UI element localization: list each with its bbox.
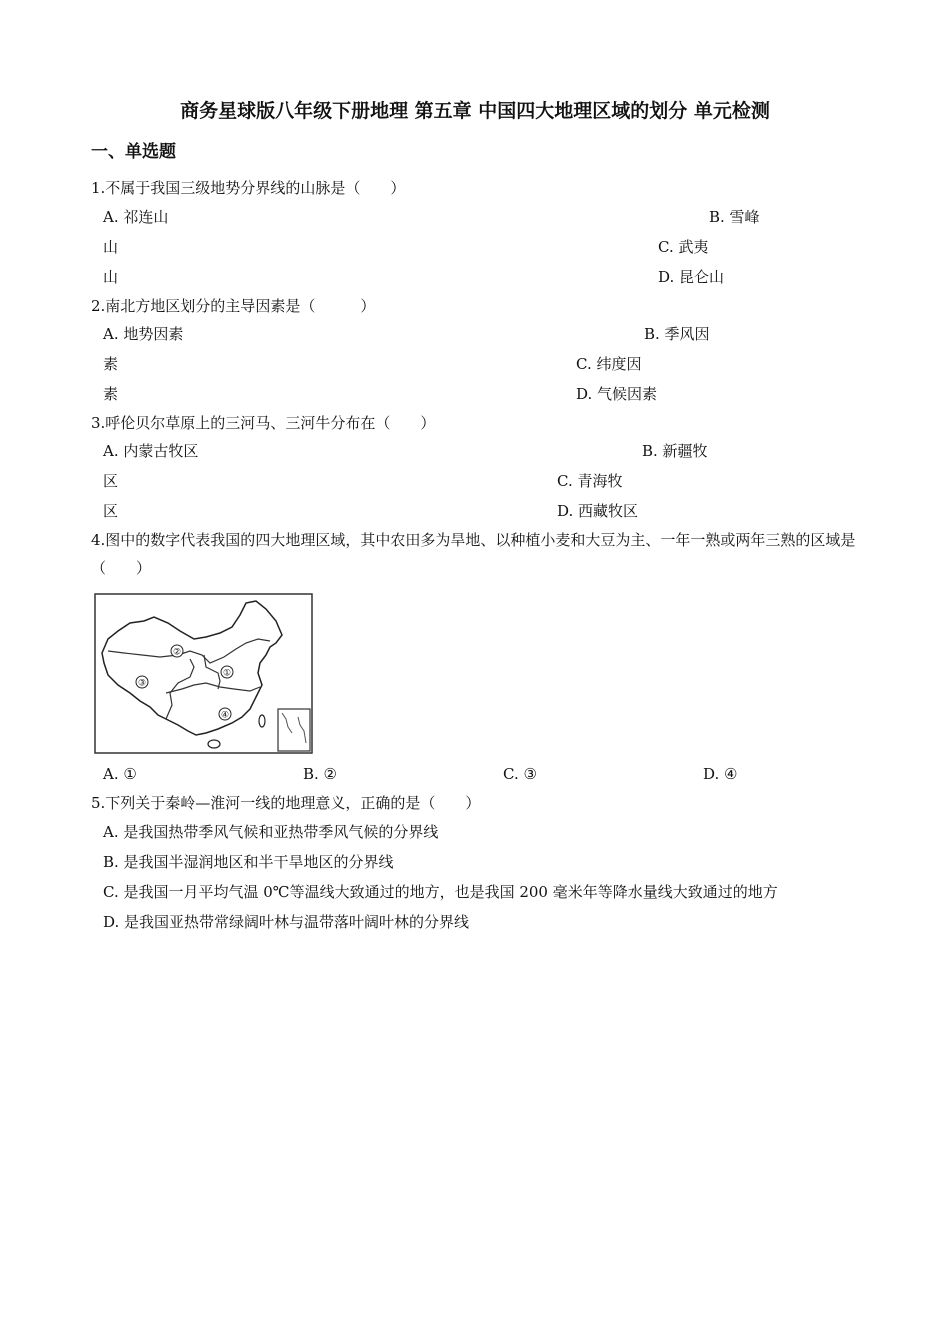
q5-option-c[interactable]: C. 是我国一月平均气温 0℃等温线大致通过的地方，也是我国 200 毫米年等降水量线大致通过的地方	[103, 883, 778, 901]
q3-option-c[interactable]: C. 青海牧	[557, 472, 623, 490]
q2-option-b[interactable]: B. 季风因	[644, 325, 710, 343]
q4-option-d[interactable]: D. ④	[703, 765, 738, 783]
q4-option-b[interactable]: B. ②	[303, 765, 338, 783]
q2-option-b-wrap: 素	[103, 385, 119, 403]
south-china-sea-inset	[278, 709, 310, 751]
q1-option-c[interactable]: C. 武夷	[658, 238, 709, 256]
q2-option-c[interactable]: C. 纬度因	[576, 355, 642, 373]
question-3-stem: 3.呼伦贝尔草原上的三河马、三河牛分布在（ ）	[91, 414, 436, 432]
q2-option-d[interactable]: D. 气候因素	[576, 385, 658, 403]
q3-option-b[interactable]: B. 新疆牧	[642, 442, 708, 460]
q5-option-d[interactable]: D. 是我国亚热带常绿阔叶林与温带落叶阔叶林的分界线	[103, 913, 470, 931]
q1-option-b-wrap: 山	[103, 268, 119, 286]
q5-option-a[interactable]: A. 是我国热带季风气候和亚热带季风气候的分界线	[103, 823, 439, 841]
q3-option-b-wrap: 区	[103, 502, 119, 520]
question-4-stem: 4.图中的数字代表我国的四大地理区域，其中农田多为旱地、以种植小麦和大豆为主、一年一熟或两年三熟的区域是（ ）	[91, 531, 856, 577]
question-2-stem: 2.南北方地区划分的主导因素是（ ）	[91, 297, 376, 315]
china-regions-map	[94, 593, 313, 754]
map-label-3: ③	[137, 678, 147, 689]
question-5-stem: 5.下列关于秦岭—淮河一线的地理意义，正确的是（ ）	[91, 794, 481, 812]
q3-option-a[interactable]: A. 内蒙古牧区	[103, 442, 199, 460]
q3-option-d[interactable]: D. 西藏牧区	[557, 502, 639, 520]
q1-option-d[interactable]: D. 昆仑山	[658, 268, 725, 286]
page-title: 商务星球版八年级下册地理 第五章 中国四大地理区域的划分 单元检测	[180, 100, 770, 122]
q5-option-b[interactable]: B. 是我国半湿润地区和半干旱地区的分界线	[103, 853, 394, 871]
q3-option-a-wrap: 区	[103, 472, 119, 490]
section-heading: 一、单选题	[91, 142, 176, 162]
question-1-stem: 1.不属于我国三级地势分界线的山脉是（ ）	[91, 179, 406, 197]
q2-option-a-wrap: 素	[103, 355, 119, 373]
map-label-4: ④	[220, 710, 230, 721]
q1-option-a-wrap: 山	[103, 238, 119, 256]
q4-option-a[interactable]: A. ①	[103, 765, 137, 783]
q2-option-a[interactable]: A. 地势因素	[103, 325, 184, 343]
map-label-1: ①	[222, 668, 232, 679]
map-label-2: ②	[172, 647, 182, 658]
q4-option-c[interactable]: C. ③	[503, 765, 537, 783]
q1-option-a[interactable]: A. 祁连山	[103, 208, 169, 226]
q1-option-b[interactable]: B. 雪峰	[709, 208, 760, 226]
